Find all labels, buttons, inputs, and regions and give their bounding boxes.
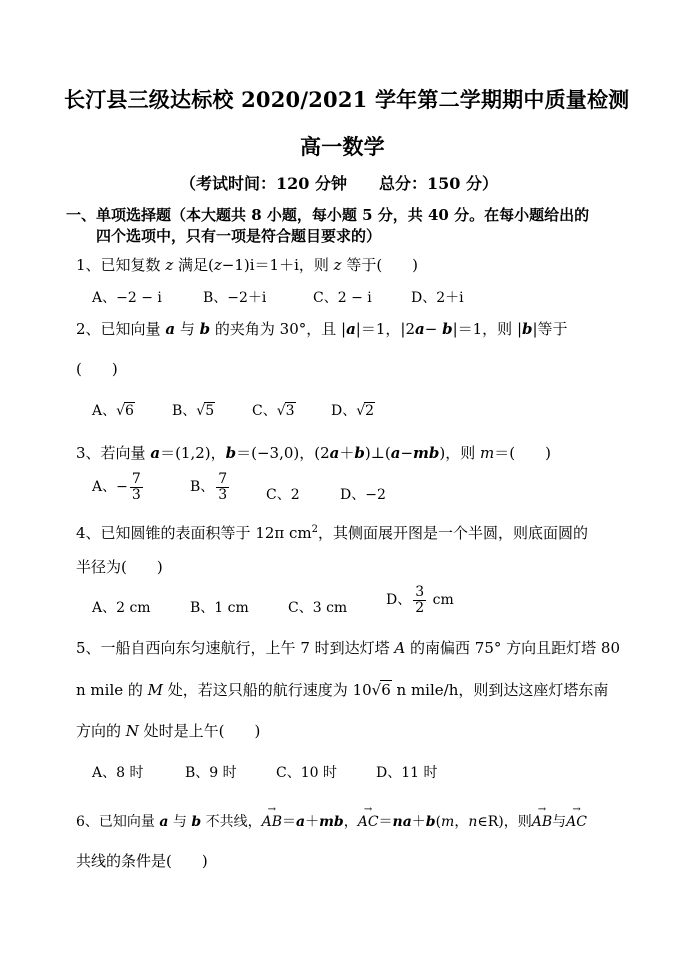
question-3: 3、若向量 a＝(1,2)，b＝(−3,0)，(2a＋b)⊥(a−mb)，则 m＝( ) [76,444,551,462]
sqrt-symbol: √2 [356,403,375,419]
vector-ac: → AC [566,804,587,830]
q5-option-d: D、11 时 [376,765,438,781]
q2-option-a: A、√6 [92,403,134,419]
q5-option-c: C、10 时 [276,765,337,781]
question-6-line1: 6、已知向量 a 与 b 不共线， → AB＝a＋mb， → AC＝na＋b(m，n∈R)，则 → AB与 → AC [76,804,587,830]
vector-ab: → AB [261,804,283,830]
question-5-line3: 方向的 N 处时是上午( ) [76,722,261,740]
q2-number: 2、 [76,320,101,338]
q2-option-d: D、√2 [331,403,375,419]
sqrt-symbol: √6 [371,681,391,699]
q6-number: 6、 [76,814,99,830]
sqrt-symbol: √3 [276,403,295,419]
q1-option-c: C、2 − i [313,290,372,306]
q3-option-b: B、 $\frac{7}{3}$ [190,471,228,503]
question-5-line2: n mile 的 M 处，若这只船的航行速度为 10√6 n mile/h，则到达这座灯塔东南 [76,681,609,699]
q1-option-d: D、2＋i [411,290,464,306]
q4-option-c: C、3 cm [288,600,348,616]
question-6-line2: 共线的条件是( ) [76,852,208,870]
question-1: 1、已知复数 z 满足(z−1)i＝1＋i，则 z 等于( ) [76,256,419,274]
question-5-line1: 5、一船自西向东匀速航行，上午 7 时到达灯塔 A 的南偏西 75° 方向且距灯塔 80 [76,639,620,657]
question-4-line2: 半径为( ) [76,558,163,576]
fraction: $\frac{7}{3}$ [131,471,141,503]
q5-option-b: B、9 时 [185,765,237,781]
subject-title: 高一数学 [300,134,385,159]
q3-option-c: C、2 [266,487,300,503]
q2-option-c: C、√3 [252,403,295,419]
q2-option-b: B、√5 [172,403,215,419]
q4-option-a: A、2 cm [92,600,151,616]
q4-option-d: D、 $\frac{3}{2}$ cm [386,584,454,616]
q1-option-b: B、−2＋i [203,290,267,306]
fraction: $\frac{7}{3}$ [218,471,228,503]
q4-option-b: B、1 cm [190,600,249,616]
q4-number: 4、 [76,524,101,542]
sqrt-symbol: √6 [116,403,134,419]
section-heading-line2: 四个选项中，只有一项是符合题目要求的） [96,227,382,245]
q5-option-a: A、8 时 [92,765,144,781]
question-4-line1: 4、已知圆锥的表面积等于 12π $cm^2$，其侧面展开图是一个半圆，则底面圆的 [76,524,589,542]
section-heading-line1: 一、单项选择题（本大题共 8 小题，每小题 5 分，共 40 分。在每小题给出的 [66,206,590,224]
exam-info: （考试时间：120 分钟 总分：150 分） [180,174,498,193]
q5-number: 5、 [76,639,101,657]
q3-number: 3、 [76,444,101,462]
q1-number: 1、 [76,256,101,274]
q1-option-a: A、−2 − i [92,290,162,306]
sqrt-symbol: √5 [196,403,215,419]
exam-title: 长汀县三级达标校 2020/2021 学年第二学期期中质量检测 [64,87,630,112]
question-2-line2: ( ) [76,360,118,378]
q3-option-a: A、− $\frac{7}{3}$ [92,471,141,503]
fraction: $\frac{3}{2}$ [415,584,425,616]
question-2-line1: 2、已知向量 a 与 b 的夹角为 30°，且 |a|＝1，|2a− b|＝1，则 |b|等于 [76,320,568,338]
vector-ab: → AB [531,804,553,830]
vector-ac: → AC [357,804,379,830]
q3-option-d: D、−2 [340,487,386,503]
